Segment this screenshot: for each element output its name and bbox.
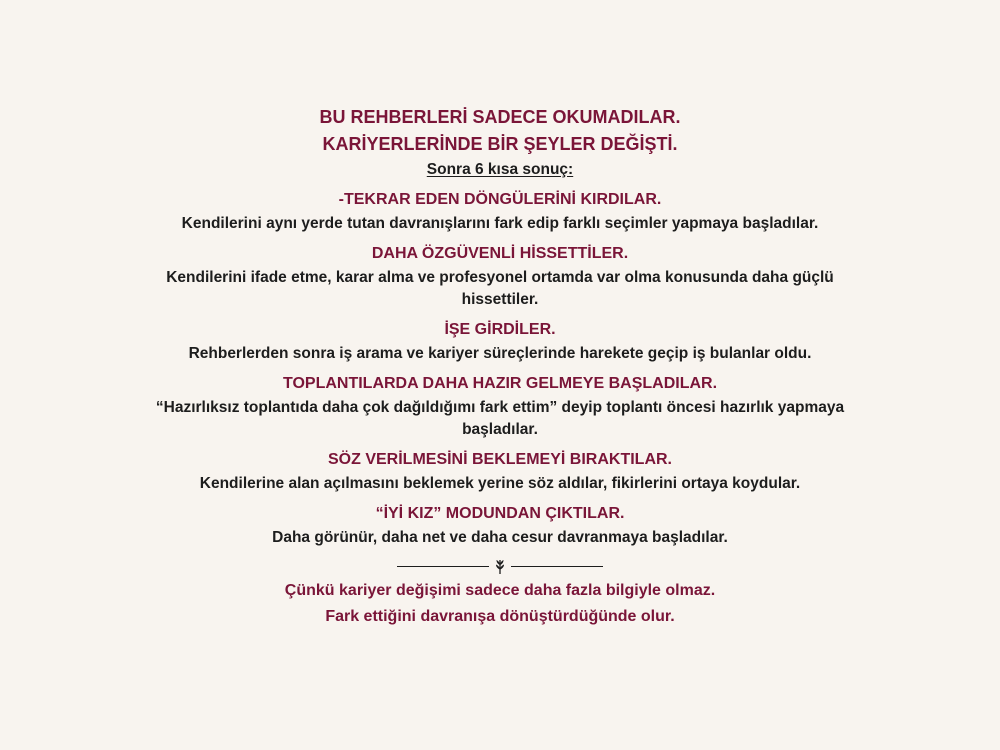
result-title: DAHA ÖZGÜVENLİ HİSSETTİLER. (371, 245, 629, 262)
result-title: “İYİ KIZ” MODUNDAN ÇIKTILAR. (375, 505, 625, 522)
headline-line-2: KARİYERLERİNDE BİR ŞEYLER DEĞİŞTİ. (322, 134, 678, 154)
result-title: SÖZ VERİLMESİNİ BEKLEMEYİ BIRAKTILAR. (327, 451, 672, 468)
result-title: TOPLANTILARDA DAHA HAZIR GELMEYE BAŞLADILAR. (282, 375, 718, 392)
result-text: Kendilerine alan açılmasını beklemek yerine söz aldılar, fikirlerini ortaya koydular. (199, 475, 801, 492)
result-text: Rehberlerden sonra iş arama ve kariyer süreçlerinde harekete geçip iş bulanlar oldu. (188, 345, 812, 362)
result-title: İŞE GİRDİLER. (444, 321, 556, 338)
headline-line-1: BU REHBERLERİ SADECE OKUMADILAR. (319, 107, 681, 127)
result-item-3 (0, 319, 1000, 365)
divider-line-right (511, 566, 603, 567)
result-title: -TEKRAR EDEN DÖNGÜLERİNİ KIRDILAR. (338, 191, 662, 208)
result-text: Kendilerini aynı yerde tutan davranışlarını fark edip farklı seçimler yapmaya başladılar. (181, 215, 819, 232)
content (0, 104, 1000, 629)
closing-line-1: Çünkü kariyer değişimi sadece daha fazla bilgiyle olmaz. (284, 582, 716, 599)
closing-line-2: Fark ettiğini davranışa dönüştürdüğünde olur. (325, 608, 675, 625)
sprig-icon (489, 556, 511, 576)
result-text: Daha görünür, daha net ve daha cesur davranmaya başladılar. (272, 529, 728, 546)
divider-line-left (397, 566, 489, 567)
result-text: “Hazırlıksız toplantıda daha çok dağıldığımı fark ettim” deyip toplantı öncesi hazırlık yapmaya başladılar. (155, 399, 845, 438)
subhead: Sonra 6 kısa sonuç: (426, 161, 574, 178)
result-item-6 (0, 503, 1000, 549)
divider (0, 555, 1000, 577)
result-item-4 (0, 373, 1000, 441)
result-item-1 (0, 189, 1000, 235)
result-item-2 (0, 243, 1000, 311)
result-text: Kendilerini ifade etme, karar alma ve profesyonel ortamda var olma konusunda daha güçlü hissettiler. (166, 269, 834, 308)
result-item-5 (0, 449, 1000, 495)
